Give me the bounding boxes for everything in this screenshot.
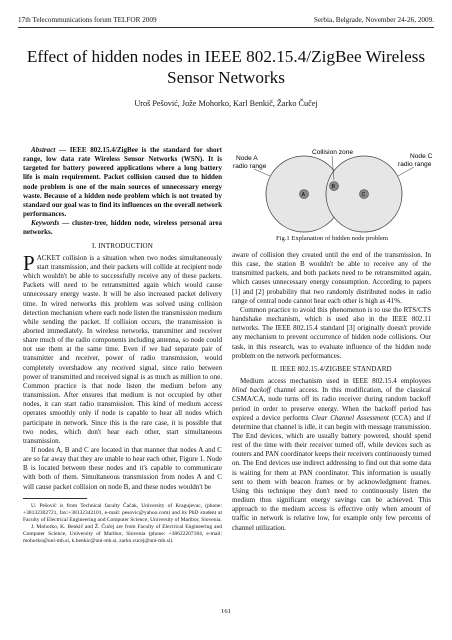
p3-part-c: channel access. In this modification, of the classical CSMA/CA, node turns off its radio receiver during random backoff period in order to preserve energy. When the backoff period has expired a device performs — [232, 386, 431, 422]
right-paragraph-3 — [232, 377, 431, 533]
header-location-date: Serbia, Belgrade, November 24-26, 2009. — [313, 16, 434, 24]
p3-part-a: Medium access mechanism used in IEEE 802.15.4 employees — [240, 377, 431, 386]
section-heading-introduction: I. INTRODUCTION — [91, 241, 153, 250]
label-node-a-line2: radio range — [233, 163, 267, 170]
drop-cap: P — [23, 250, 35, 275]
figure-hidden-node — [232, 146, 434, 234]
node-c-range-pointer — [398, 167, 414, 176]
intro-paragraph-1 — [23, 250, 222, 446]
p3-blind-backoff: blind backoff — [232, 386, 271, 395]
intro-paragraph-2: If nodes A, B and C are located in that manner that nodes A and C are so far away that they are unable to hear each other, Figure 1. Node B is located between these nodes and it's capable to communicate with both of them. Simultaneous transmission from nodes A and C will cause packet collision on node B, and these nodes wouldn't be — [23, 446, 222, 491]
footnote-rule — [23, 498, 87, 499]
label-node-c-line1: Node C — [410, 153, 433, 160]
right-paragraph-2: Common practice to avoid this phenomenon is to use the RTS/CTS handshake mechanism, which is used also in the IEEE 802.11 networks. The IEEE 802.15.4 standard [3] originally doesn't provide any mechanism to prevent occurrence of hidden node collisions. Our task, in this research, was to evaluate influence of the hidden node problem on the network performances. — [232, 305, 431, 360]
paper-title: Effect of hidden nodes in IEEE 802.15.4/ZigBee Wireless Sensor Networks — [26, 47, 426, 87]
right-paragraph-1: aware of collision they created until the end of the transmission. In this case, the station B wouldn't be able to receive any of the transmitted packets, and both packets need to be retransmitted again, which causes unnecessary energy consumption. According to papers [1] and [2] probability that two randomly distributed nodes in radio range of central node cannot hear each other is high as 41%. — [232, 251, 431, 305]
abstract-text: — IEEE 802.15.4/ZigBee is the standard for short range, low data rate Wireless Sensor Networks (WSN). It is targeted for battery powered applications where a long battery life is main requirement. Packet collision caused due to hidden node problem is one of the main sources of unnecessary energy waste. Because of a hidden node problem which is not treated by standard our goal was to find its influences on the overall network performances. — [23, 146, 222, 219]
label-b: B — [331, 184, 335, 191]
label-collision-zone: Collision zone — [312, 149, 354, 156]
left-column — [23, 146, 222, 545]
header-conference: 17th Telecommunications forum TELFOR 2009 — [18, 16, 157, 24]
node-a-range-pointer — [254, 169, 270, 176]
keywords-label: Keywords — [31, 219, 60, 228]
abstract — [23, 146, 222, 219]
section-heading-standard: II. IEEE 802.15.4/ZIGBEE STANDARD — [271, 364, 392, 373]
header-rule — [18, 27, 434, 28]
right-column — [232, 251, 431, 533]
figure-caption: Fig.1 Explanation of hidden node problem — [275, 235, 389, 242]
hidden-node-diagram — [232, 146, 434, 234]
footnote-1: U. Pešović is from Technical faculty Čačak, University of Kragujevac, (phone: +38132302721, fax:+38132342101, e-mail: pesovic@yahoo.com) and its PhD student at Faculty of Electrical Engineering and Computer Science, University of Maribor, Slovenia. — [23, 502, 222, 523]
label-node-a-line1: Node A — [236, 155, 258, 162]
keywords-text: — cluster-tree, hidden node, wireless personal area networks. — [23, 219, 222, 237]
footnote-2: J. Mohorko, K. Benkič and Ž. Čučej are from Faculty of Electrical Engineering and Computer Science, University of Maribor, Slovenia (phone: +38622207184, e-mail: mohorko@uni-mb.si, k.benkic@uni-mb.si, zarko.cucej@uni-mb.si). — [23, 523, 222, 544]
author-list: Uroš Pešović, Jože Mohorko, Karl Benkič, Žarko Čučej — [134, 99, 318, 108]
keywords — [23, 219, 222, 237]
p3-part-e: (CCA) and if determine that channel is idle, it can begin with message transmission. The End devices, which are usually battery powered, should spend rest of the time with their receiver turned off, while devices such as routers and PAN coordinator keeps their receivers continuously turned on. The End devices use indirect addressing to find out that some data is waiting for them at PAN coordinator. This information is usually sent to them with beacon frames or by acknowledgment frames. Using this technique they don't need to continuously listen the medium thus significant energy savings can be achieved. This approach to the medium access is effective only when amount of traffic in network is relative low, for example only few percents of channel utilization. — [232, 413, 431, 532]
label-c: C — [361, 192, 366, 199]
abstract-label: Abstract — [31, 146, 56, 154]
label-node-c-line2: radio range — [398, 161, 432, 168]
p3-cca: Clear Channel Assessment — [311, 413, 389, 422]
label-a: A — [301, 192, 305, 199]
intro-text-1: ACKET collision is a situation when two nodes simultaneously start transmission, and their packets will collide at recipient node which wouldn't be able to successfully receive any of these packets. Packets will need to be retransmitted again which would cause unnecessary energy waste. It will be also increased packet delivery time. In wired networks this problem was solved using collision detection mechanism where each node listen the transmission medium while sending the packet. If collision occurs, the transmission is aborted immediately. In wireless networks, transmitter and receiver share much of the radio components including antenna, so node could not use them at the same time. Even if we had separate pair of transmitter and receiver, power of radio transmission, would completely overshadow any received signal, since ratio between power of transmitted and received signal is as much as million to one. Common practice is that node listen the medium before any transmission. After ensures that medium is not occupied by other nodes, it can start radio transmission. This kind of medium access operates smoothly only if node is capable to hear all nodes which participate in network. Since this is the rare case, it is possible that two nodes, which don't hear each other, start simultaneous transmission. — [23, 253, 222, 445]
page-number: 161 — [221, 608, 231, 615]
